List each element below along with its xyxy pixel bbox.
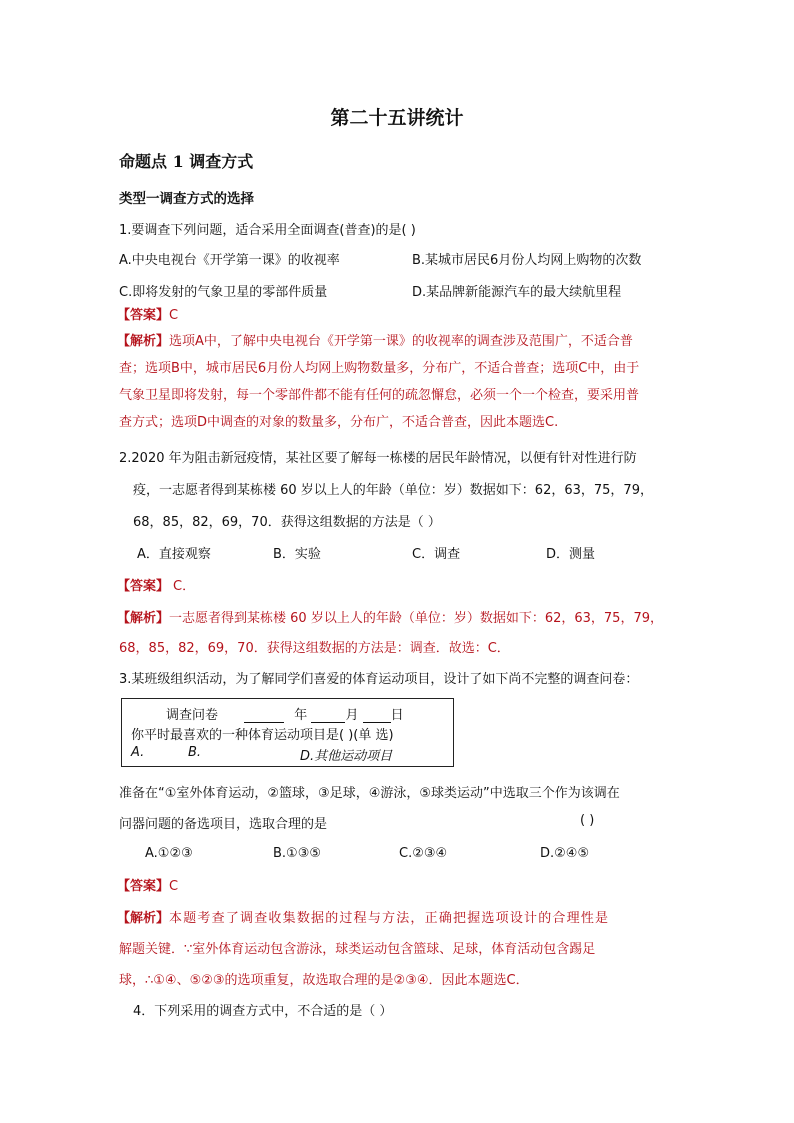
- q2-option-d: D．测量: [546, 547, 596, 562]
- analysis-text: 本题考查了调查收集数据的过程与方法，正确把握选项设计的合理性是: [169, 911, 610, 926]
- answer-tag: 【答案】: [117, 579, 170, 594]
- q1-stem: 1.要调查下列问题，适合采用全面调查(普查)的是( ): [119, 223, 416, 238]
- q2-analysis-line-1: [117, 607, 663, 626]
- survey-year: 年: [294, 708, 308, 723]
- q3-stem: 3.某班级组织活动，为了解同学们喜爱的体育运动项目，设计了如下尚不完整的调查问卷：: [119, 672, 639, 687]
- survey-title-line: [166, 704, 404, 723]
- q1-analysis-line-1: [117, 330, 633, 349]
- q3-text-line-2: 问器问题的备选项目，选取合理的是: [119, 817, 328, 832]
- survey-blank: [311, 708, 345, 723]
- q1-option-d: D.某品牌新能源汽车的最大续航里程: [412, 285, 622, 300]
- q1-option-a: A.中央电视台《开学第一课》的收视率: [119, 253, 340, 268]
- q2-stem-line-1: 2.2020 年为阻击新冠疫情，某社区要了解每一栋楼的居民年龄情况，以便有针对性进行防: [119, 451, 637, 466]
- answer-value: C．: [173, 579, 196, 594]
- analysis-text: 选项A中，了解中央电视台《开学第一课》的收视率的调查涉及范围广，不适合普: [169, 334, 633, 349]
- analysis-text: 一志愿者得到某栋楼 60 岁以上人的年龄（单位：岁）数据如下：62，63，75，79，: [169, 611, 663, 626]
- q3-option-a: A.①②③: [145, 846, 193, 861]
- survey-option-d: D.其他运动项目: [300, 749, 393, 764]
- q3-analysis-line-1: [117, 907, 609, 926]
- q3-analysis-line-2: 解题关键．∵室外体育运动包含游泳，球类运动包含篮球、足球，体育活动包含踢足: [119, 942, 596, 957]
- q4-stem: 4．下列采用的调查方式中，不合适的是（ ）: [133, 1004, 393, 1019]
- answer-tag: 【答案】: [117, 308, 170, 323]
- q2-stem-line-3: 68，85，82，69，70．获得这组数据的方法是（ ）: [133, 515, 441, 530]
- survey-blank: [363, 708, 391, 723]
- answer-tag: 【答案】: [117, 879, 170, 894]
- q3-answer: [117, 875, 178, 894]
- survey-questionnaire-box: [121, 698, 454, 767]
- survey-option-b: B.: [188, 745, 202, 760]
- page-title: 第二十五讲统计: [330, 107, 464, 129]
- q2-analysis-line-2: 68，85，82，69，70．获得这组数据的方法是：调查．故选：C．: [119, 641, 510, 656]
- survey-blank: [244, 708, 284, 723]
- q2-answer: [117, 575, 195, 594]
- q1-analysis-line-2: 查；选项B中，城市居民6月份人均网上购物数量多，分布广，不适合普查；选项C中，由于: [119, 361, 640, 376]
- q1-option-b: B.某城市居民6月份人均网上购物的次数: [412, 253, 642, 268]
- q2-stem-line-2: 疫，一志愿者得到某栋楼 60 岁以上人的年龄（单位：岁）数据如下：62，63，75，79，: [133, 483, 653, 498]
- analysis-tag: 【解析】: [117, 611, 170, 626]
- analysis-tag: 【解析】: [117, 334, 170, 349]
- q1-analysis-line-4: 查方式；选项D中调查的对象的数量多，分布广，不适合普查，因此本题选C.: [119, 415, 559, 430]
- survey-option-a: A.: [131, 745, 145, 760]
- analysis-tag: 【解析】: [117, 911, 170, 926]
- q3-option-b: B.①③⑤: [273, 846, 322, 861]
- q1-option-c: C.即将发射的气象卫星的零部件质量: [119, 285, 328, 300]
- q2-option-a: A．直接观察: [137, 547, 211, 562]
- q1-answer: [117, 304, 178, 323]
- survey-title: 调查问卷: [166, 708, 219, 723]
- q1-analysis-line-3: 气象卫星即将发射，每一个零部件都不能有任何的疏忽懈怠，必须一个一个检查，要采用普: [119, 388, 640, 403]
- survey-month: 月: [345, 708, 359, 723]
- q3-option-d: D.②④⑤: [540, 846, 590, 861]
- answer-value: C: [169, 879, 179, 894]
- answer-value: C: [169, 308, 179, 323]
- section-heading: 命题点 1 调查方式: [119, 152, 254, 171]
- survey-day: 日: [390, 708, 404, 723]
- subsection-heading: 类型一调查方式的选择: [119, 191, 254, 207]
- q3-text-line-1: 准备在“①室外体育运动，②篮球，③足球，④游泳，⑤球类运动”中选取三个作为该调在: [119, 786, 620, 801]
- q3-option-c: C.②③④: [399, 846, 448, 861]
- q2-option-b: B．实验: [273, 547, 321, 562]
- q3-answer-paren: ( ): [580, 813, 595, 828]
- q3-analysis-line-3: 球，∴①④、⑤②③的选项重复，故选取合理的是②③④．因此本题选C．: [119, 973, 529, 988]
- survey-question: 你平时最喜欢的一种体育运动项目是( )(单 选): [131, 728, 394, 743]
- q2-option-c: C．调查: [412, 547, 461, 562]
